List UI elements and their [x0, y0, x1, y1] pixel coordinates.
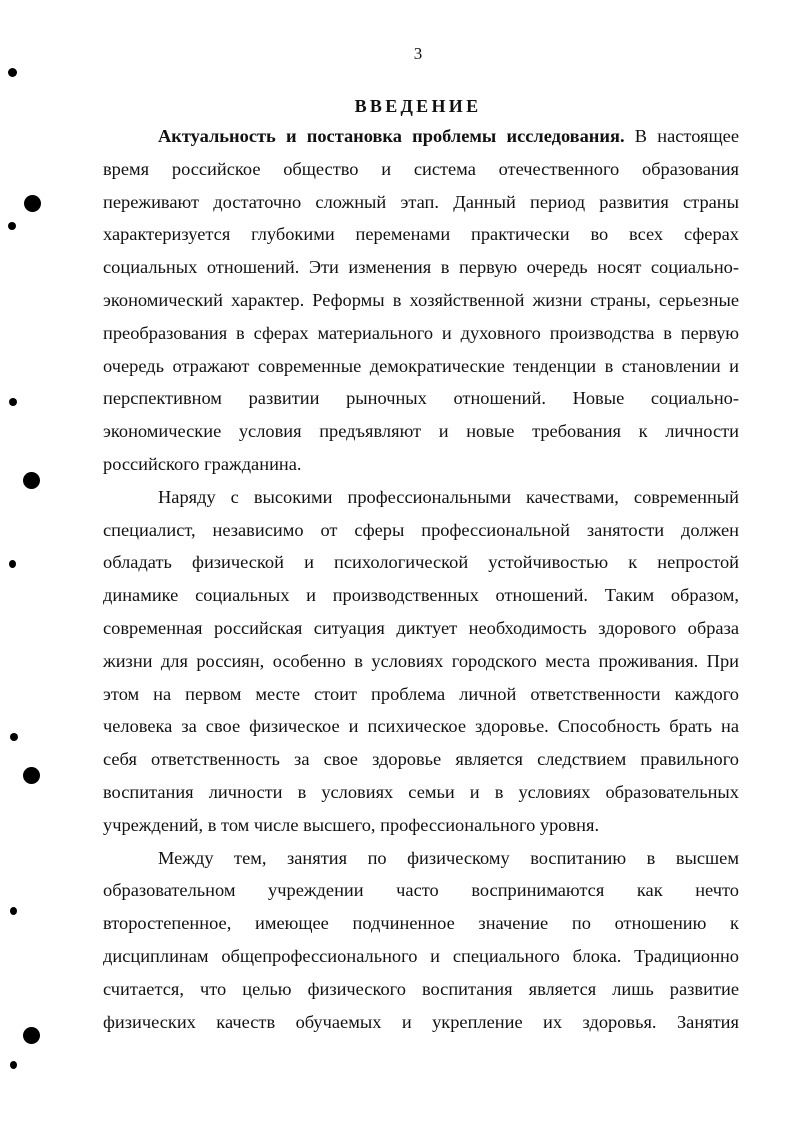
- text-line: перспективном развитии рыночных отношений. Новые социально-: [103, 388, 739, 409]
- text-line: Наряду с высокими профессиональными качествами, современный: [158, 486, 739, 507]
- text-line: человека за свое физическое и психическое здоровье. Способность брать на: [103, 716, 739, 737]
- text-line: экономические условия предъявляют и новые требования к личности: [103, 421, 739, 442]
- binder-hole-mark: [9, 398, 17, 406]
- paragraph-3: [103, 842, 739, 1039]
- text-line: [103, 120, 739, 153]
- binder-hole-mark: [10, 1061, 17, 1069]
- text-line: воспитания личности в условиях семьи и в условиях образовательных: [103, 781, 739, 802]
- text-line-rest: В настоящее: [624, 126, 739, 146]
- binder-hole-mark: [23, 767, 40, 784]
- binder-hole-mark: [23, 472, 40, 489]
- binder-hole-mark: [23, 1027, 40, 1044]
- text-line: физических качеств обучаемых и укрепление их здоровья. Занятия: [103, 1011, 739, 1032]
- text-line: очередь отражают современные демократические тенденции в становлении и: [103, 355, 739, 376]
- text-line: экономический характер. Реформы в хозяйственной жизни страны, серьезные: [103, 289, 739, 310]
- binder-hole-mark: [10, 733, 18, 741]
- text-line: современная российская ситуация диктует необходимость здорового образа: [103, 617, 739, 638]
- lead-phrase: Актуальность и постановка проблемы исследования.: [158, 126, 625, 146]
- text-line: дисциплинам общепрофессионального и специального блока. Традиционно: [103, 945, 739, 966]
- page-number: 3: [413, 44, 423, 63]
- binder-hole-mark: [9, 560, 16, 568]
- text-line: обладать физической и психологической устойчивостью к непростой: [103, 552, 739, 573]
- text-line: время российское общество и система отечественного образования: [103, 158, 739, 179]
- text-line: преобразования в сферах материального и духовного производства в первую: [103, 322, 739, 343]
- text-line: характеризуется глубокими переменами практически во всех сферах: [103, 224, 739, 245]
- text-line: специалист, независимо от сферы профессиональной занятости должен: [103, 519, 739, 540]
- paragraph-1: [103, 120, 739, 481]
- text-line: учреждений, в том числе высшего, профессионального уровня.: [103, 814, 600, 835]
- body-text: [103, 120, 739, 1038]
- binder-hole-mark: [24, 195, 41, 212]
- text-line: динамике социальных и производственных отношений. Таким образом,: [103, 585, 739, 606]
- text-line: второстепенное, имеющее подчиненное значение по отношению к: [103, 913, 739, 934]
- text-line: жизни для россиян, особенно в условиях городского места проживания. При: [103, 650, 739, 671]
- text-line: Между тем, занятия по физическому воспитанию в высшем: [158, 847, 739, 868]
- binder-hole-mark: [10, 907, 17, 915]
- text-line: этом на первом месте стоит проблема личной ответственности каждого: [103, 683, 739, 704]
- text-line: социальных отношений. Эти изменения в первую очередь носят социально-: [103, 257, 739, 278]
- paragraph-2: [103, 481, 739, 842]
- binder-hole-mark: [8, 68, 17, 77]
- text-line: переживают достаточно сложный этап. Данный период развития страны: [103, 191, 739, 212]
- text-line: себя ответственность за свое здоровье является следствием правильного: [103, 749, 739, 770]
- text-line: российского гражданина.: [103, 453, 302, 474]
- binder-hole-mark: [8, 222, 16, 230]
- text-line: образовательном учреждении часто воспринимаются как нечто: [103, 880, 739, 901]
- text-line: считается, что целью физического воспитания является лишь развитие: [103, 978, 739, 999]
- section-heading: ВВЕДЕНИЕ: [354, 96, 482, 116]
